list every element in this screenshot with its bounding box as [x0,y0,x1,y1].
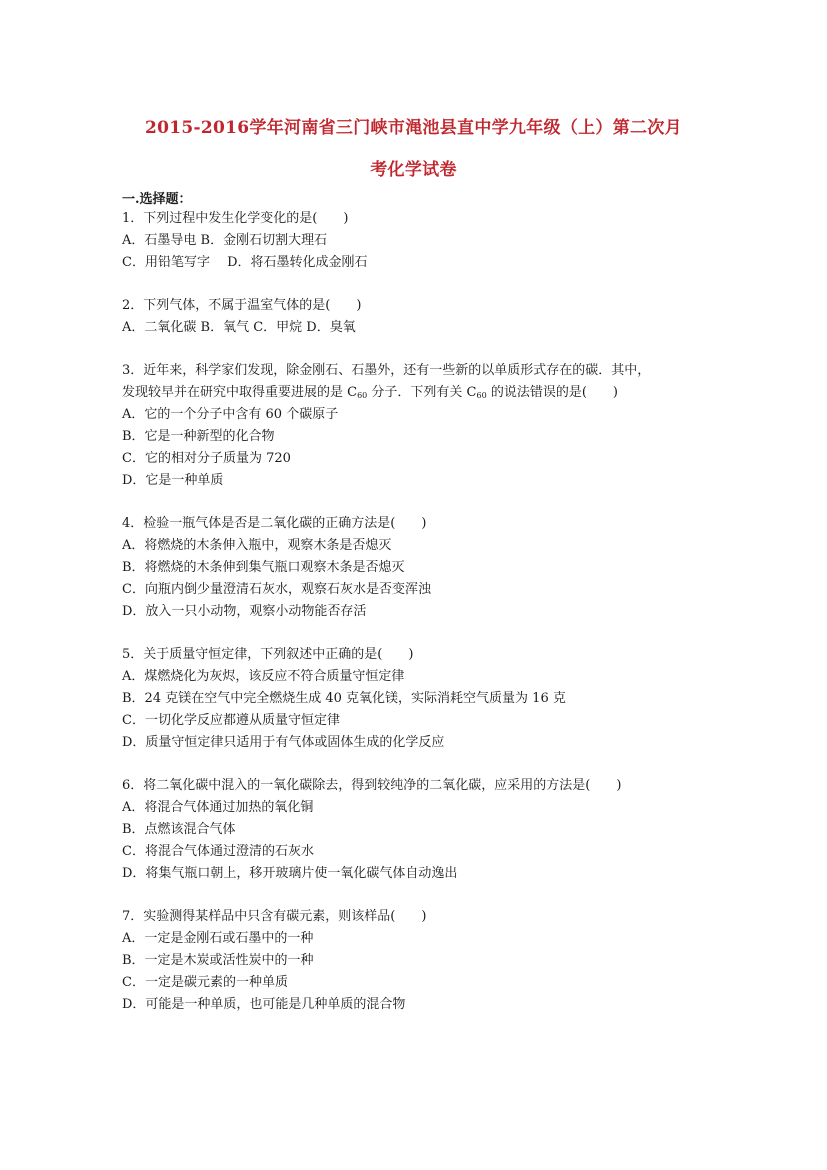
subscript: 60 [476,391,487,400]
stem-text: 分子．下列有关 C [367,385,477,400]
subscript: 60 [357,391,368,400]
section-heading: 一.选择题： [122,192,192,207]
answer-option-d: D．它是一种单质 [122,473,224,488]
answer-option-d: D．放入一只小动物，观察小动物能否存活 [122,604,367,619]
answer-option-c: C．一定是碳元素的一种单质 [122,975,288,990]
question-stem-continued [122,382,722,404]
question-stem: 3．近年来，科学家们发现，除金刚石、石墨外，还有一些新的以单质形式存在的碳．其中， [122,363,651,378]
answer-option-c: C．向瓶内倒少量澄清石灰水，观察石灰水是否变浑浊 [122,582,431,597]
answer-option-a: A．将混合气体通过加热的氧化铜 [122,800,314,815]
answer-option-a: A．煤燃烧化为灰烬，该反应不符合质量守恒定律 [122,669,405,684]
question-stem: 5．关于质量守恒定律，下列叙述中正确的是( ) [122,647,414,662]
question-list [122,208,722,1037]
question-7 [122,906,722,1016]
answer-options: A．二氧化碳 B．氧气 C．甲烷 D．臭氧 [122,320,356,335]
question-stem: 1．下列过程中发生化学变化的是( ) [122,211,349,226]
answer-option-c: C．一切化学反应都遵从质量守恒定律 [122,713,340,728]
answer-options: C．用铅笔写字 D．将石墨转化成金刚石 [122,255,368,270]
exam-title-line-2: 考化学试卷 [370,160,457,180]
question-1 [122,208,722,274]
question-stem: 7．实验测得某样品中只含有碳元素，则该样品( ) [122,909,427,924]
question-stem: 6．将二氧化碳中混入的一氧化碳除去，得到较纯净的二氧化碳，应采用的方法是( ) [122,778,622,793]
answer-option-c: C．将混合气体通过澄清的石灰水 [122,844,314,859]
answer-option-b: B．一定是木炭或活性炭中的一种 [122,953,314,968]
question-2 [122,295,722,339]
question-stem: 4．检验一瓶气体是否是二氧化碳的正确方法是( ) [122,516,427,531]
answer-option-a: A．一定是金刚石或石墨中的一种 [122,931,314,946]
answer-options: A．石墨导电 B．金刚石切割大理石 [122,233,328,248]
answer-option-b: B．24 克镁在空气中完全燃烧生成 40 克氧化镁，实际消耗空气质量为 16 克 [122,691,566,706]
answer-option-a: A．它的一个分子中含有 60 个碳原子 [122,407,339,422]
question-6 [122,775,722,885]
answer-option-d: D．质量守恒定律只适用于有气体或固体生成的化学反应 [122,735,445,750]
question-4 [122,513,722,623]
answer-option-b: B．它是一种新型的化合物 [122,429,275,444]
question-stem: 2．下列气体，不属于温室气体的是( ) [122,298,362,313]
answer-option-c: C．它的相对分子质量为 720 [122,451,291,466]
answer-option-a: A．将燃烧的木条伸入瓶中，观察木条是否熄灭 [122,538,392,553]
answer-option-d: D．可能是一种单质，也可能是几种单质的混合物 [122,997,406,1012]
question-3 [122,360,722,492]
stem-text: 发现较早并在研究中取得重要进展的是 C [122,385,358,400]
exam-title-line-1: 2015-2016学年河南省三门峡市渑池县直中学九年级（上）第二次月 [145,118,682,138]
question-5 [122,644,722,754]
answer-option-b: B．点燃该混合气体 [122,822,236,837]
answer-option-b: B．将燃烧的木条伸到集气瓶口观察木条是否熄灭 [122,560,405,575]
stem-text: 的说法错误的是( ) [486,385,618,400]
answer-option-d: D．将集气瓶口朝上，移开玻璃片使一氧化碳气体自动逸出 [122,866,458,881]
